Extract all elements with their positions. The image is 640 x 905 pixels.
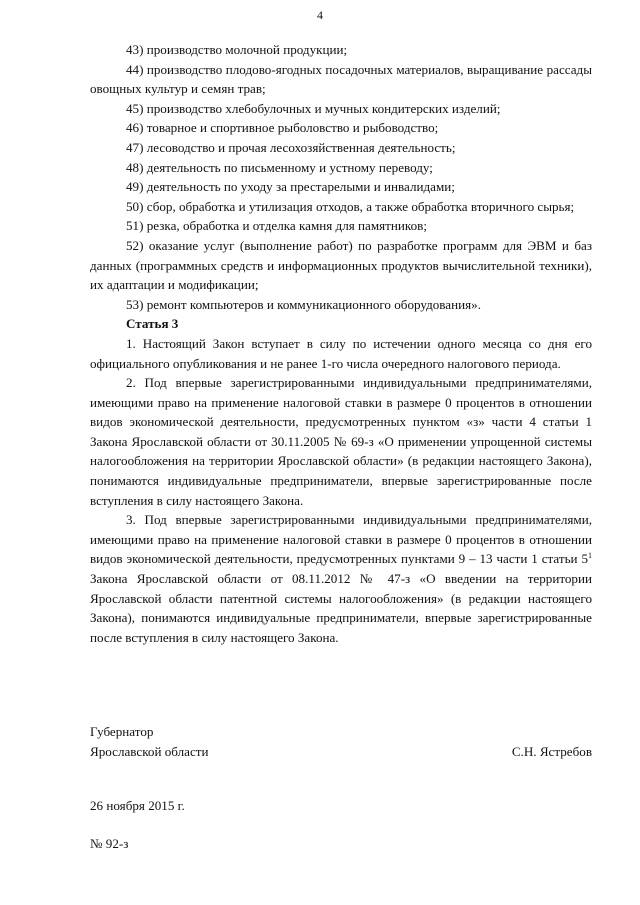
signer-name: С.Н. Ястребов xyxy=(511,744,592,759)
list-item: 48) деятельность по письменному и устному переводу; xyxy=(126,159,433,175)
document-body xyxy=(90,40,592,647)
list-item: 53) ремонт компьютеров и коммуникационного оборудования». xyxy=(126,296,481,312)
list-item: 43) производство молочной продукции; xyxy=(126,42,348,57)
list-item: 46) товарное и спортивное рыболовство и рыбоводство; xyxy=(126,120,439,136)
list-item: 45) производство хлебобулочных и мучных кондитерских изделий; xyxy=(126,100,501,116)
signature-block xyxy=(90,722,592,762)
article-paragraph-1: 1. Настоящий Закон вступает в силу по истечении одного месяца со дня его официального опубликования и не ранее 1-го числа очередного налогового периода. xyxy=(90,335,592,371)
law-number: № 92-з xyxy=(90,836,129,851)
page-number: 4 xyxy=(317,8,323,22)
signing-date: 26 ноября 2015 г. xyxy=(90,798,185,813)
signer-title-line-1: Губернатор xyxy=(90,724,154,739)
article-paragraph-2: 2. Под впервые зарегистрированными индивидуальными предпринимателями, имеющими право на применение налоговой ставки в размере 0 процентов в отношении видов экономической деятельности, предусмотренных пунктом «з» части 4 статьи 1 Закона Ярославской области от 30.11.2005 № 69-з «О применении упрощенной системы налогообложения на территории Ярославской области» (в редакции настоящего Закона), понимаются индивидуальные предприниматели, впервые зарегистрированные после вступления в силу настоящего Закона. xyxy=(90,375,592,508)
list-item: 50) сбор, обработка и утилизация отходов, а также обработка вторичного сырья; xyxy=(126,198,575,214)
list-item: 52) оказание услуг (выполнение работ) по разработке программ для ЭВМ и баз данных (программных средств и информационных продуктов вычислительной техники), их адаптации и модификации; xyxy=(90,237,592,293)
superscript: 1 xyxy=(588,551,592,561)
list-item: 44) производство плодово-ягодных посадочных материалов, выращивание рассады овощных культур и семян трав; xyxy=(90,61,592,97)
list-item: 51) резка, обработка и отделка камня для памятников; xyxy=(126,218,427,234)
paragraph-3-part-1: 3. Под впервые зарегистрированными индивидуальными предпринимателями, имеющими право на применение налоговой ставки в размере 0 процентов в отношении видов экономической деятельности, предусмотренных пунктами 9 – 13 части 1 статьи 5 xyxy=(90,512,592,567)
signer-title-line-2: Ярославской области xyxy=(90,744,209,759)
article-heading: Статья 3 xyxy=(126,316,179,332)
article-paragraph-3 xyxy=(90,510,592,647)
paragraph-3-part-2: Закона Ярославской области от 08.11.2012 № 47-з «О введении на территории Ярославской области патентной системы налогообложения» (в редакции настоящего Закона), понимаются индивидуальные предприниматели, впервые зарегистрированные после вступления в силу настоящего Закона. xyxy=(90,571,592,645)
list-item: 47) лесоводство и прочая лесохозяйственная деятельность; xyxy=(126,139,456,155)
list-item: 49) деятельность по уходу за престарелыми и инвалидами; xyxy=(126,179,455,195)
